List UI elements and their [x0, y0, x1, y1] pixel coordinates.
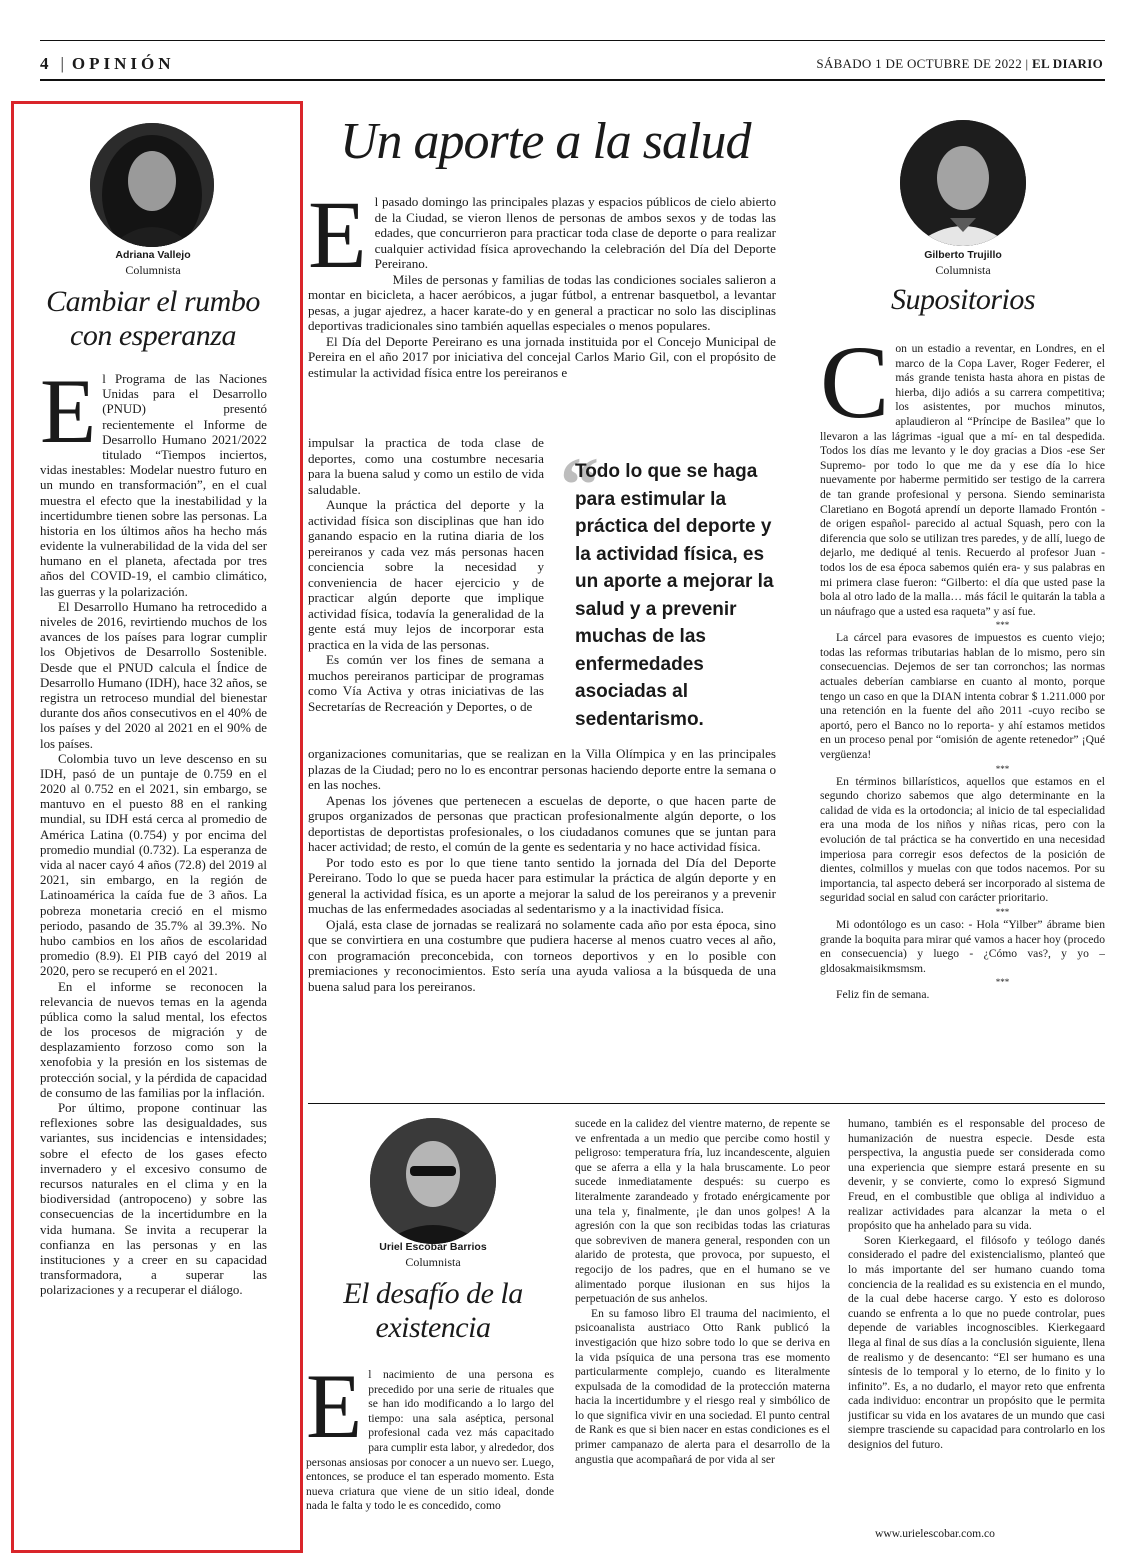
author-name: Gilberto Trujillo	[924, 249, 1002, 261]
drop-cap: E	[306, 1368, 363, 1457]
paragraph: Apenas los jóvenes que pertenecen a escuelas de deporte, o que hacen parte de grupos organizados de personas que practican profesionalmente algún deporte, o los deportistas de deportistas profesionales, o los ciudadanos comunes que se juntan para hacer actividad; de resto, el común de la gente es sedentaria y no hace actividad física.	[308, 792, 776, 854]
author-role: Columnista	[405, 1255, 461, 1269]
paragraph: En el informe se reconocen la relevancia de nuevos temas en la agenda pública como la salud mental, los efectos de los procesos de migración y de desplazamiento forzoso como son la xenofobia y la presión en los sistemas de protección social, y la pérdida de capacidad de consumo de las familias por la inflación.	[40, 979, 267, 1100]
paragraph: Por todo esto es por lo que tiene tanto sentido la jornada del Día del Deporte Pereirano. Todo lo que se pueda hacer para estimular la práctica de algún deporte y en general la actividad física, es un aporte a mejorar la salud de los pereiranos y a prevenir muchas de las enfermedades asociadas al sedentarismo y a la inactividad física.	[308, 854, 776, 916]
paragraph: Ojalá, esta clase de jornadas se realizará no solamente cada año por esta época, sino que se convirtiera en una costumbre que pudiera hacerse al menos cuatro veces al año, con programación preconcebida, con torneos deportivos y en lo posible con premiaciones y reconocimientos. Esto sería una ayuda valiosa a la búsqueda de una buena salud para los pereiranos.	[308, 916, 776, 994]
separator-stars: ***	[995, 763, 1010, 774]
article-title-line2: con esperanza	[70, 319, 236, 352]
bottom-section-rule	[308, 1103, 1105, 1104]
paragraph: En términos billarísticos, aquellos que estamos en el segundo chorizo sabemos que algo determinante en la calidad de vida es la ortodoncia; al inicio de tal especialidad era una moda de los niños y niñas ricas, pero con la evolución de tal práctica se ha convertido en una necesidad imperiosa para corregir esos defectos de la posición de dientes, colmillos y muelas con que todos nacemos. Por su importancia, tal aspecto deberá ser incorporado al sistema de seguridad social en salud con carácter prioritario.	[820, 774, 1105, 905]
paragraph: on un estadio a reventar, en Londres, en el marco de la Copa Laver, Roger Federer, el más grande tenista hasta ahora en pistas de hierba, dijo adiós a su carrera competitiva; los asistentes, por muchos minutos, aplaudieron al “Príncipe de Basilea” que lo llevaron a las lágrimas -igual que a mí- en tal despedida. Todos los días me levanto y le doy gracias a Dios -ese Ser Supremo- por todo lo que me da y ese día lo hice nuevamente por haberme permitido ser testigo de la carrera de tan grande profesional y persona. Siendo seminarista Claretiano en Bogotá aprendí un deporte llamado Frontón -de origen español- parecido al actual Squash, pero con la diferencia que solo se utilizan tres paredes, y de allí, luego de dejarlo, me dediqué al tenis. Recuerdo al profesor Juan -todos los de esa época sabemos quién era- y sus palabras en mi primera clase fueron: “Gilberto: el día que usted pase la bola al otro lado de la malla… más fácil le quitarán la tabla a un náufrago que a usted esa raqueta” y así fue.	[820, 342, 1105, 618]
page-header-right: SÁBADO 1 DE OCTUBRE DE 2022 | EL DIARIO	[816, 56, 1103, 71]
section-name: OPINIÓN	[71, 54, 175, 73]
separator-stars: ***	[995, 977, 1010, 988]
article-title-line1: Cambiar el rumbo	[46, 285, 260, 318]
author-photo-gilberto-trujillo	[900, 120, 1026, 246]
author-role: Columnista	[935, 263, 991, 277]
separator-stars: ***	[995, 620, 1010, 631]
paragraph: Feliz fin de semana.	[836, 988, 930, 1002]
paragraph: Soren Kierkegaard, el filósofo y teólogo danés considerado el padre del existencialismo, planteó que lo más importante del ser humano cuando toma conciencia de la realidad es su existencia en el mundo, de la cual debe hacerse cargo. Y esto es doloroso cuando se enfrenta a lo que no puede controlar, pues depende de variables incognoscibles. Kierkegaard llega al final de sus días a la conclusión siguiente, llena de realismo y de desencanto: “El ser humano es una síntesis de lo temporal y lo eterno, de lo finito y lo infinito”. Es, a no dudarlo, el mayor reto que enfrenta cada individuo: encontrar un propósito que le permita justificar su vida en los avatares de un mundo que casi siempre trasciende su capacidad para controlarlo en los designios del futuro.	[848, 1233, 1105, 1452]
top-rule	[40, 40, 1105, 41]
author-website-link[interactable]: www.urielescobar.com.co	[875, 1527, 995, 1540]
article-title	[310, 1277, 556, 1345]
pull-quote: Todo lo que se haga para estimular la práctica del deporte y la actividad física, es un aporte a mejorar la salud y a prevenir muchas de las enfermedades asociadas al sedentarismo.	[575, 461, 774, 730]
paragraph: Miles de personas y familias de todas las condiciones sociales salieron a montar en bicicleta, a hacer aeróbicos, a jugar fútbol, a entrenar basquetbol, a levantar pesas, a jugar ajedrez, a hacer karate-do y en general a practicar no solo las disciplinas deportivas tradicionales sino también aquellas especiales o menos populares.	[308, 271, 776, 333]
quote-mark-icon: “	[560, 441, 599, 528]
bottom-article-col2	[575, 1117, 830, 1547]
paragraph: Aunque la práctica del deporte y la actividad física son disciplinas que han ido ganando espacio en la rutina diaria de los pereiranos y cada vez más personas hacen conciencia sobre la necesidad y conveniencia de hacer ejercicio y de practicar algún deporte que implique actividad física, todavía la generalidad de la gente está muy lejos de incorporar esta practica en la vida de las personas.	[308, 497, 544, 652]
author-name: Adriana Vallejo	[115, 249, 191, 261]
header-rule	[40, 79, 1105, 81]
issue-date: SÁBADO 1 DE OCTUBRE DE 2022	[816, 56, 1022, 71]
paragraph: El Desarrollo Humano ha retrocedido a niveles de 2016, revirtiendo muchos de los avances de los países para lograr cumplir los Objetivos de Desarrollo Sostenible. Desde que el PNUD calcula el Índice de Desarrollo Humano (IDH), hace 32 años, se registra un retroceso mundial del bienestar durante dos años consecutivos en el 40% de los países y del 2020 al 2021 en el 90% de los países.	[40, 599, 267, 751]
paragraph: Colombia tuvo un leve descenso en su IDH, pasó de un puntaje de 0.759 en el 2020 al 0.752 en el 2021, sin embargo, se mantuvo en el puesto 88 en el ranking mundial, su IDH está cerca al promedio de América Latina (0.754) y por encima del promedio mundial (0.732). La esperanza de vida al nacer cayó 4 años (72.8) del 2019 al 2021, sin embargo, en la región de Latinoamérica la caída fue de 3 años. La pobreza monetaria creció en el mismo periodo, pasando de 35.7% al 39.3%. No hubo cambios en los años de escolaridad promedio (8.9). El PIB cayó del 2019 al 2020, pero se recuperó en el 2021.	[40, 751, 267, 979]
newspaper-name: EL DIARIO	[1032, 56, 1103, 71]
article-title-line2: existencia	[375, 1311, 491, 1344]
page-number: 4	[40, 54, 53, 73]
editorial-body-narrow	[308, 435, 544, 714]
author-photo-uriel-escobar	[370, 1118, 496, 1244]
author-name: Uriel Escobar Barrios	[379, 1241, 487, 1253]
paragraph: En su famoso libro El trauma del nacimiento, el psicoanalista austriaco Otto Rank publicó la investigación que hizo sobre todo lo que se deriva en la vida psíquica de una persona tras ese momento particularmente complejo, cuando es literalmente expulsada de la comodidad de la protección materna hacia la incertidumbre y el riesgo real y simbólico de lo que significa vivir en una sociedad. El punto central de Rank es que si bien nacer en estas condiciones es el primer campanazo de alerta para el desarrollo de la angustia que acompañará de por vida al ser	[575, 1306, 830, 1466]
paragraph: humano, también es el responsable del proceso de humanización de nuestra especie. Desde esta perspectiva, la angustia puede ser considerada como una experiencia que siempre estará presente en su devenir, y se convierte, como lo expresó Sigmund Freud, en el combustible que obliga al individuo a realizar actividades para alcanzar la meta o el propósito que ha anhelado para su vida.	[848, 1117, 1105, 1233]
paragraph: organizaciones comunitarias, que se realizan en la Villa Olímpica y en las principales plazas de la Ciudad; pero no lo es encontrar personas haciendo deporte entre la semana o en las noches.	[308, 746, 776, 792]
drop-cap: C	[820, 342, 890, 440]
editorial-body-top	[308, 181, 776, 380]
paragraph: sucede en la calidez del vientre materno, de repente se ve enfrentada a un medio que percibe como hostil y peligroso: temperatura fría, luz incandescente, alguien que se aferra a ella y la hala bruscamente. Lo peor sucede inmediatamente después: su cuerpo es literalmente zarandeado y frotado enérgicamente por una tela y, finalmente, ¡le dan unos golpes! A la agresión con la que son recibidas todas las criaturas que sobreviven de manera general, responden con un alarido de protesta, que provoca, por supuesto, el regocijo de los padres, que en el humano se ve alimentado porque ilusionan en sus hijos la perpetuación de sus anhelos.	[575, 1117, 830, 1306]
header-separator: |	[60, 54, 64, 73]
paragraph: El Día del Deporte Pereirano es una jornada instituida por el Concejo Municipal de Pereira en el año 2017 por iniciativa del concejal Carlos Mario Gil, con el propósito de estimular la actividad física entre los pereiranos e	[308, 333, 776, 380]
drop-cap: E	[40, 372, 97, 462]
paragraph: impulsar la practica de toda clase de deportes, como una costumbre necesaria para la buena salud y como un estilo de vida saludable.	[308, 435, 544, 497]
paragraph: Mi odontólogo es un caso: - Hola “Yilber” ábrame bien grande la boquita para mirar qué vamos a hacer hoy (procedo en consecuencia) y luego - ¿Cómo vas?, y yo – gldosakmaisikmsmsm.	[820, 917, 1105, 975]
article-body-left	[40, 372, 267, 1544]
author-photo-adriana-vallejo	[90, 123, 214, 247]
separator-stars: ***	[995, 906, 1010, 917]
bottom-article-col1	[306, 1368, 554, 1546]
paragraph: Es común ver los fines de semana a muchos pereiranos participar de programas como Vía Activa y otras iniciativas de las Secretarías de Recreación y Deportes, o de	[308, 652, 544, 714]
editorial-title: Un aporte a la salud	[340, 113, 751, 170]
author-role: Columnista	[125, 263, 181, 277]
paragraph: l Programa de las Naciones Unidas para el Desarrollo (PNUD) presentó recientemente el Informe de Desarrollo Humano 2021/2022 titulado “Tiempos inciertos, vidas inestables: Modelar nuestro futuro en un mundo en transformación”, en el cual muestra el efecto que la inestabilidad y la incertidumbre tienen sobre las personas. La historia en los últimos años ha hecho más evidente la vulnerabilidad de la vida del ser humano en el planeta, afectada por tres años del COVID-19, el cambio climático, las guerras y la polarización.	[40, 372, 267, 599]
article-title-line1: El desafío de la	[343, 1277, 523, 1310]
article-title	[22, 285, 284, 353]
article-body-right	[820, 342, 1105, 1092]
paragraph: La cárcel para evasores de impuestos es cuento viejo; todas las reformas tributarias hablan de lo mismo, pero sin consecuencias. Dejemos de ser tan corronchos; las normas actuales deberían cambiarse en cuanto al monto, porque tengo un caso en que la DIAN intenta cobrar $ 1.211.000 por una retención en la fuente del año 2011 -cuyo recibo se aportó, pero el Banco no lo reporta- y ahí estamos metidos en un proceso penal por “omisión de agente retenedor” ¡Qué vergüenza!	[820, 631, 1105, 762]
editorial-body-bottom	[308, 746, 776, 994]
paragraph: l pasado domingo las principales plazas y espacios públicos de cielo abierto de la Ciudad, se vieron llenos de personas de ambos sexos y de todas las edades, que concurrieron para practicar toda clase de deporte o para realizar cualquier actividad física aprovechando la celebración del Día del Deporte Pereirano.	[374, 194, 776, 271]
paragraph: l nacimiento de una persona es precedido por una serie de rituales que se han ido modificando a lo largo del tiempo: una sala aséptica, personal profesional cada vez más capacitado para cumplir esta labor, y alrededor, dos personas ansiosas por conocer a un nuevo ser. Luego, entonces, se produce el tan esperado momento. Esta nueva criatura que viene de un sitio ideal, donde nada le falta y todo le es concedido, como	[306, 1368, 554, 1513]
editorial-drop-cap: E	[308, 181, 367, 288]
page-header-left	[40, 54, 175, 74]
bottom-article-col3	[848, 1117, 1105, 1527]
paragraph: Por último, propone continuar las reflexiones sobre las desigualdades, sus variantes, sus incidencias e intensidades; sobre el efecto de los gases efecto invernadero y el excesivo consumo de recursos naturales en el clima y en la biodiversidad (antropoceno) y sobre las consecuencias de la incertidumbre en la vida humana. Se invita a recuperar la confianza en las personas y en las instituciones y a creer en su capacidad transformadora, a superar las polarizaciones y a recuperar el diálogo.	[40, 1101, 267, 1298]
article-title: Supositorios	[890, 283, 1036, 316]
